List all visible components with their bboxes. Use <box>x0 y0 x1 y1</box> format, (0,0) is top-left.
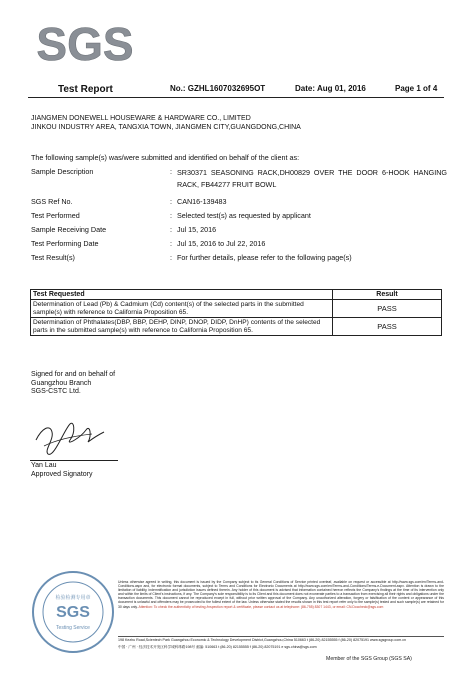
signatory-role: Approved Signatory <box>31 471 93 478</box>
report-title: Test Report <box>58 84 113 95</box>
testing-service-stamp <box>28 567 118 657</box>
footer-disclaimer: Unless otherwise agreed in writing, this document is issued by the Company subject to its General Conditions of Service printed overleaf, available on request or accessible at http://www.sgs.com/en/Terms-and-Conditions.aspx and, for electronic format documents, subject to Terms and Conditions for Electronic Documents at http://www.sgs.com/en/Terms-and-Conditions/Terms-e-Document.aspx. Attention is drawn to the limitation of liability, indemnification and jurisdiction issues defined therein. Any holder of this document is advised that information contained hereon reflects the Company's findings at the time of its intervention only and within the limits of Client's instructions, if any. The Company's sole responsibility is to its Client and this document does not exonerate parties to a transaction from exercising all their rights and obligations under the transaction documents. This document cannot be reproduced except in full, without prior written approval of the Company. Any unauthorized alteration, forgery or falsification of the content or appearance of this document is unlawful and offenders may be prosecuted to the fullest extent of the law. Unless otherwise stated the results shown in this test report refer only to the sample(s) tested and such sample(s) are retained for 30 days only. Attention: To check the authenticity of testing /inspection report & certificate, please contact us at telephone: (86-755) 8307 1443, or email: CN.Doccheck@sgs.com <box>118 580 444 609</box>
signatory-name: Yan Lau <box>31 462 57 469</box>
handwritten-signature <box>30 410 108 462</box>
report-date: Date: Aug 01, 2016 <box>295 84 366 93</box>
col-result: Result <box>333 290 442 300</box>
page-indicator: Page 1 of 4 <box>395 84 438 93</box>
signed-on-behalf: Signed for and on behalf of Guangzhou Branch SGS-CSTC Ltd. <box>31 371 116 395</box>
svg-text:Testing Service: Testing Service <box>56 625 90 631</box>
header-rule <box>28 97 444 98</box>
intro-text: The following sample(s) was/were submitted and identified on behalf of the client as: <box>31 153 300 162</box>
table-row <box>31 300 442 318</box>
report-number: No.: GZHL1607032695OT <box>170 84 266 93</box>
company-address: JINKOU INDUSTRY AREA, TANGXIA TOWN, JIANGMEN CITY,GUANGDONG,CHINA <box>31 124 301 131</box>
test-result: PASS <box>333 318 442 336</box>
svg-text:SGS: SGS <box>36 18 134 70</box>
test-description: Determination of Lead (Pb) & Cadmium (Cd) content(s) of the selected parts in the submitted sample(s) with reference to California Proposition 65. <box>31 300 333 318</box>
footer-address-cn: 中国 · 广州 · 经济技术开发区科学城科珠路198号 邮编: 510663 t (86-20) 82155555 f (86-20) 82075191 e sgs.china@sgs.com <box>118 645 317 649</box>
signature-line <box>30 460 118 461</box>
test-description: Determination of Phthalates(DBP, BBP, DEHP, DINP, DNOP, DIDP, DnHP) contents of the selected parts in the submitted sample(s) with reference to California Proposition 65. <box>31 318 333 336</box>
results-table <box>30 289 442 336</box>
company-name: JIANGMEN DONEWELL HOUSEWARE & HARDWARE CO., LIMITED <box>31 115 251 122</box>
svg-text:检验检测专用章: 检验检测专用章 <box>55 595 91 601</box>
test-result: PASS <box>333 300 442 318</box>
col-test-requested: Test Requested <box>31 290 333 300</box>
results-header-row <box>31 290 442 300</box>
member-of-sgs: Member of the SGS Group (SGS SA) <box>326 656 412 662</box>
table-row <box>31 318 442 336</box>
sgs-logo <box>36 18 134 70</box>
footer-rule <box>118 636 444 637</box>
svg-text:SGS: SGS <box>56 604 90 621</box>
authenticity-notice: Attention: To check the authenticity of testing /inspection report & certificate, please contact us at telephone: (86-755) 8307 1443, or email: CN.Doccheck@sgs.com <box>138 604 384 609</box>
footer-address-en: 198 Kezhu Road,Scientech Park Guangzhou Economic & Technology Development District,Guangzhou,China 510663 t (86-20) 82155555 f (86-20) 82075191 www.sgsgroup.com.cn <box>118 638 407 642</box>
